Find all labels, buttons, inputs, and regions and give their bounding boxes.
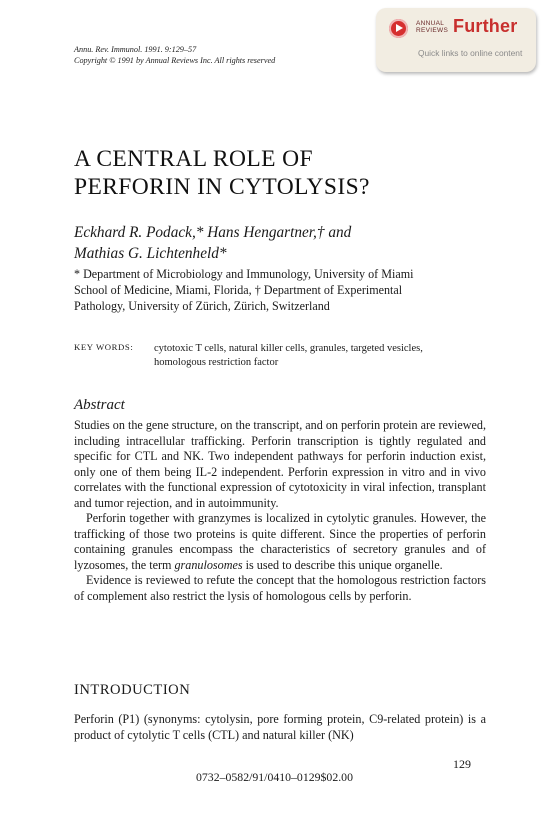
introduction-paragraph: Perforin (P1) (synonyms: cytolysin, pore forming protein, C9-related protein) is a product of cytolytic T cells (CTL) and natural killer (NK) (74, 712, 486, 742)
author-affiliations (74, 266, 494, 314)
introduction-heading: INTRODUCTION (74, 682, 191, 698)
annual-reviews-logo (416, 20, 448, 34)
article-price-code: 0732–0582/91/0410–0129$02.00 (196, 770, 353, 784)
abstract-p2-text-b: is used to describe this unique organelle. (242, 557, 443, 572)
abstract-p2-text-a: Perforin together with granzymes is localized in cytolytic granules. However, the trafficking of those two proteins is quite different. Since the properties of perforin containing granules encompass the characteristics of secretory granules and of lyzosomes, the term (74, 511, 486, 572)
journal-citation (74, 45, 275, 66)
citation-line-2: Copyright © 1991 by Annual Reviews Inc. All rights reserved (74, 55, 276, 65)
keywords-list (154, 342, 494, 370)
abstract-paragraph-1: Studies on the gene structure, on the transcript, and on perforin protein are reviewed, including intracellular trafficking. Perforin transcription is tightly regulated and specific for CTL and NK. Two independent pathways for perforin induction exist, only one of them being IL-2 independent. Perforin expression in vitro and in vivo correlates with the functional expression of cytotoxicity in viral infection, transplant and tumor rejection, and in autoimmunity. (74, 418, 486, 510)
granulosomes-term: granulosomes (174, 557, 243, 572)
author-list (74, 222, 351, 264)
affiliation-line-1: * Department of Microbiology and Immunology, University of Miami (74, 267, 414, 281)
abstract-heading: Abstract (74, 397, 125, 413)
abstract-paragraph-3: Evidence is reviewed to refute the concept that the homologous restriction factors of complement also restrict the lysis of homologous cells by perforin. (74, 573, 486, 604)
play-icon (389, 19, 408, 38)
article-title (74, 145, 370, 201)
title-line-1: A CENTRAL ROLE OF (74, 146, 313, 172)
page-number: 129 (453, 757, 471, 771)
citation-line-1: Annu. Rev. Immunol. 1991. 9:129–57 (74, 45, 197, 54)
affiliation-line-3: Pathology, University of Zürich, Zürich, Switzerland (74, 299, 330, 313)
annual-reviews-further-badge[interactable] (376, 8, 536, 72)
keywords-line-1: cytotoxic T cells, natural killer cells, granules, targeted vesicles, (154, 343, 423, 354)
annual-text: ANNUAL (416, 20, 445, 27)
authors-line-1: Eckhard R. Podack,* Hans Hengartner,† and (74, 224, 352, 241)
reviews-text: REVIEWS (416, 27, 449, 34)
affiliation-line-2: School of Medicine, Miami, Florida, † Department of Experimental (74, 283, 403, 297)
keywords-line-2: homologous restriction factor (154, 357, 279, 368)
authors-line-2: Mathias G. Lichtenheld* (74, 245, 227, 262)
keywords-label: KEY WORDS: (74, 342, 134, 352)
abstract-body (74, 418, 486, 605)
further-tagline: Quick links to online content (418, 48, 523, 58)
abstract-paragraph-2 (74, 511, 486, 573)
further-label: Further (453, 16, 518, 36)
title-line-2: PERFORIN IN CYTOLYSIS? (74, 174, 370, 200)
